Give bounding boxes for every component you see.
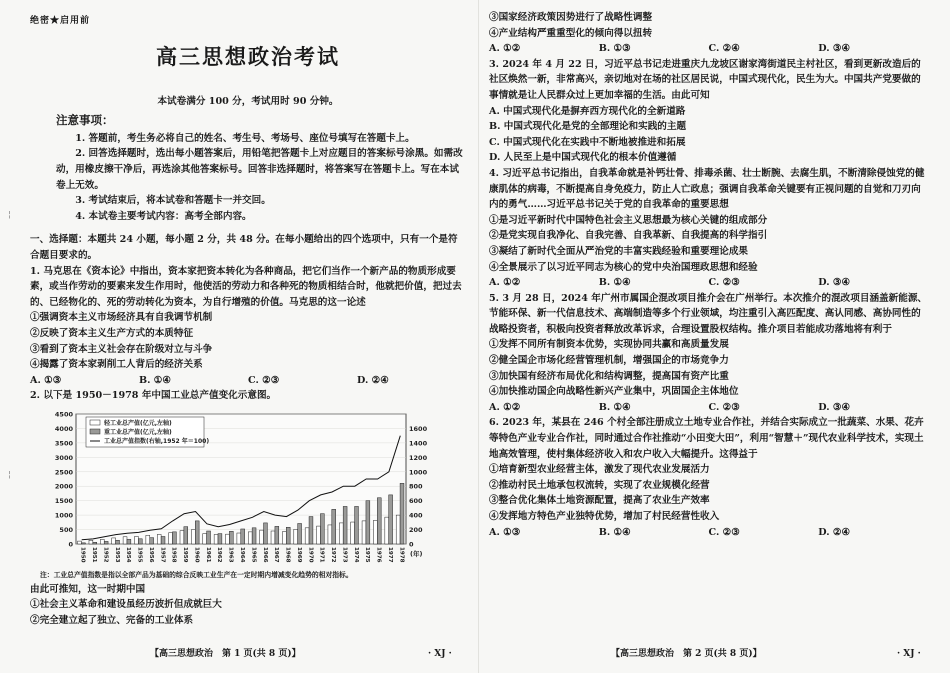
choice-c: C. ②③ — [248, 374, 280, 386]
legend-label: 重工业总产值(亿元,左轴) — [104, 428, 172, 436]
q6-option: ②推动村民土地承包权流转，实现了农业规模化经营 — [489, 479, 710, 491]
q1-option: ①强调资本主义市场经济具有自我调节机制 — [30, 312, 213, 324]
q2-option: ②完全建立起了独立、完备的工业体系 — [30, 615, 194, 627]
q5-answer-choices — [489, 400, 928, 416]
right-tick-label: 600 — [409, 497, 423, 506]
x-tick-label: 1977 — [386, 546, 393, 563]
left-tick-label: 4000 — [54, 424, 73, 433]
notice-item: 3. 考试结束后，将本试卷和答题卡一并交回。 — [75, 195, 271, 207]
binding-mark: ¦ — [8, 470, 11, 479]
x-tick-label: 1975 — [364, 546, 371, 563]
q3-option: D. 人民至上是中国式现代化的根本价值遵循 — [489, 152, 677, 164]
light-industry-bar — [396, 515, 400, 544]
x-tick-label: 1966 — [261, 546, 268, 563]
light-industry-bar — [78, 541, 82, 544]
question-4-stem: 4. 习近平总书记指出，自我革命就是补钙壮骨、排毒杀菌、壮士断腕、去腐生肌，不断清除侵蚀党的健康肌体的病毒，不断提高自身免疫力，防止人亡政息；强调自我革命关键要有正视问题的自觉和刀刃向内的勇气……习近平总书记关于党的自我革命的重要思想 — [489, 167, 925, 211]
right-tick-label: 0 — [409, 540, 414, 549]
q4-option: ①是习近平新时代中国特色社会主义思想最为核心关键的组成部分 — [489, 214, 768, 226]
light-industry-bar — [271, 531, 275, 544]
heavy-industry-bar — [116, 540, 120, 544]
q4-option: ④全景展示了以习近平同志为核心的党中央治国理政思想和经验 — [489, 261, 758, 273]
light-industry-bar — [203, 533, 207, 543]
heavy-industry-bar — [104, 541, 108, 544]
left-tick-label: 3500 — [54, 439, 73, 448]
choice-a: A. ①② — [489, 401, 521, 413]
x-tick-label: 1974 — [352, 546, 359, 563]
choice-a: A. ①③ — [30, 374, 62, 386]
choice-c: C. ②④ — [708, 43, 740, 55]
heavy-industry-bar — [298, 523, 302, 544]
right-tick-label: 1000 — [409, 468, 428, 477]
left-tick-label: 3000 — [54, 453, 73, 462]
x-tick-label: 1971 — [318, 546, 325, 563]
q5-option: ③加快国有经济布局优化和结构调整，提高国有资产比重 — [489, 370, 729, 382]
x-tick-label: 1963 — [227, 546, 234, 563]
legend-label: 工业总产值指数(右轴,1952 年＝100) — [104, 437, 210, 445]
left-tick-label: 4500 — [54, 410, 73, 419]
light-industry-bar — [169, 533, 173, 544]
x-tick-label: 1954 — [125, 546, 132, 563]
page-2 — [478, 0, 950, 673]
x-tick-label: 1959 — [182, 546, 189, 563]
q4-option: ③凝结了新时代全面从严治党的丰富实践经验和重要理论成果 — [489, 245, 749, 257]
q1-option: ②反映了资本主义生产方式的本质特征 — [30, 327, 194, 339]
light-industry-bar — [226, 534, 230, 544]
light-industry-bar — [294, 529, 298, 544]
q2-after: 由此可推知，这一时期中国 — [30, 583, 146, 595]
legend-swatch-heavy — [90, 429, 100, 434]
q1-option: ③看到了资本主义社会存在阶级对立与斗争 — [30, 343, 213, 355]
heavy-industry-bar — [241, 529, 245, 544]
x-tick-label: 1951 — [91, 546, 98, 563]
heavy-industry-bar — [207, 531, 211, 544]
heavy-industry-bar — [93, 542, 97, 544]
industry-output-chart — [30, 408, 466, 568]
choice-d: D. ②④ — [357, 374, 389, 386]
light-industry-bar — [112, 538, 116, 544]
right-tick-label: 200 — [409, 525, 423, 534]
light-industry-bar — [339, 523, 343, 544]
heavy-industry-bar — [138, 539, 142, 544]
heavy-industry-bar — [81, 543, 85, 544]
q6-option: ④发挥地方特色产业独特优势，增加了村民经营性收入 — [489, 511, 720, 522]
heavy-industry-bar — [309, 516, 313, 543]
left-tick-label: 500 — [59, 525, 73, 534]
question-6-stem: 6. 2023 年，某县在 246 个村全部注册成立土地专业合作社，并结合实际成立一批蔬菜、水果、花卉等特色产业专业合作社，同时通过合作社推动“小田变大田”，利用“智慧＋”现代农业科学技术，实现土地高效管理，使村集体经济收入和农户收入大幅提升。这得益于 — [489, 417, 924, 460]
choice-b: B. ①④ — [598, 526, 631, 538]
q2-option: ③国家经济政策因势进行了战略性调整 — [489, 12, 653, 23]
x-tick-label: 1976 — [375, 546, 382, 563]
heavy-industry-bar — [355, 506, 359, 544]
q5-option: ①发挥不同所有制资本优势，实现协同共赢和高质量发展 — [489, 339, 729, 351]
x-tick-label: 1978 — [398, 546, 405, 563]
page-footer-mark: · XJ · — [428, 649, 452, 659]
x-tick-label: 1967 — [273, 546, 280, 563]
left-tick-label: 2500 — [54, 468, 73, 477]
left-tick-label: 2000 — [54, 482, 73, 491]
light-industry-bar — [214, 534, 218, 544]
x-tick-label: 1952 — [102, 546, 109, 563]
heavy-industry-bar — [264, 523, 268, 544]
x-tick-label: 1953 — [113, 546, 120, 563]
choice-c: C. ②③ — [708, 401, 740, 413]
x-tick-label: 1957 — [159, 546, 166, 563]
heavy-industry-bar — [343, 506, 347, 544]
light-industry-bar — [317, 526, 321, 544]
right-tick-label: 800 — [409, 482, 423, 491]
choice-d: D. ③④ — [818, 43, 851, 55]
choice-a: A. ①② — [489, 43, 521, 55]
light-industry-bar — [305, 528, 309, 544]
heavy-industry-bar — [150, 538, 154, 544]
light-industry-bar — [260, 530, 264, 544]
choice-b: B. ①④ — [598, 277, 631, 289]
heavy-industry-bar — [229, 531, 233, 544]
light-industry-bar — [146, 535, 150, 544]
exam-info: 本试卷满分 100 分，考试用时 90 分钟。 — [157, 95, 339, 107]
heavy-industry-bar — [400, 483, 404, 544]
notice-item: 4. 本试卷主要考试内容：高考全部内容。 — [75, 210, 252, 222]
q1-option: ④揭露了资本家剥削工人背后的经济关系 — [30, 359, 203, 371]
choice-c: C. ②③ — [708, 277, 740, 289]
x-tick-label: 1970 — [307, 546, 314, 563]
light-industry-bar — [123, 537, 127, 544]
light-industry-bar — [282, 531, 286, 543]
page-title: 高三思想政治考试 — [156, 43, 340, 69]
x-tick-label: 1955 — [136, 546, 143, 563]
x-tick-label: 1961 — [204, 546, 211, 563]
q6-option: ③整合优化集体土地资源配置，提高了农业生产效率 — [489, 495, 710, 507]
x-tick-label: 1962 — [216, 546, 223, 563]
choice-b: B. ①③ — [598, 43, 631, 55]
light-industry-bar — [157, 534, 161, 544]
q3-option: A. 中国式现代化是摒弃西方现代化的全新道路 — [489, 105, 686, 117]
q5-option: ④加快推动国企向战略性新兴产业集中，巩固国企主体地位 — [489, 386, 739, 398]
q2-answer-choices — [489, 41, 928, 57]
secret-label: 绝密★启用前 — [30, 16, 91, 26]
question-1-stem: 1. 马克思在《资本论》中指出，资本家把资本转化为各种商品，把它们当作一个新产品的物质形成要素，或当作劳动的要素来发生作用时，他使活的劳动力和各种死的物质相结合时，他就把价值，把过去的、已经物化的、死的劳动转化为资本，为自行增殖的价值。马克思的这一论述 — [30, 265, 462, 308]
heavy-industry-bar — [332, 509, 336, 544]
q4-option: ②是党实现自我净化、自我完善、自我革新、自我提高的科学指引 — [489, 230, 768, 242]
left-tick-label: 0 — [68, 540, 73, 549]
heavy-industry-bar — [127, 539, 131, 544]
right-tick-label: 1200 — [409, 453, 428, 462]
light-industry-bar — [191, 529, 195, 543]
light-industry-bar — [100, 539, 104, 544]
binding-mark: ¦ — [8, 210, 11, 219]
x-tick-label: 1965 — [250, 546, 257, 563]
choice-d: D. ③④ — [818, 277, 851, 289]
choice-d: D. ②④ — [818, 526, 851, 538]
heavy-industry-bar — [389, 495, 393, 544]
q5-option: ②健全国企市场化经营管理机制，增强国企的市场竞争力 — [489, 355, 729, 367]
light-industry-bar — [134, 536, 138, 544]
question-2-stem: 2. 以下是 1950－1978 年中国工业总产值变化示意图。 — [30, 390, 277, 402]
choice-d: D. ③④ — [818, 401, 851, 413]
q1-answer-choices — [30, 373, 466, 389]
heavy-industry-bar — [286, 527, 290, 544]
light-industry-bar — [351, 522, 355, 544]
choice-b: B. ①④ — [139, 374, 171, 386]
page-footer: 【高三思想政治 第 2 页(共 8 页)】 — [611, 649, 762, 659]
heavy-industry-bar — [252, 528, 256, 544]
heavy-industry-bar — [172, 532, 176, 544]
x-tick-label: 1968 — [284, 546, 291, 563]
choice-c: C. ②③ — [708, 526, 740, 538]
choice-a: A. ①② — [489, 277, 521, 289]
notice-item: 1. 答题前，考生务必将自己的姓名、考生号、考场号、座位号填写在答题卡上。 — [75, 132, 415, 144]
q6-option: ①培育新型农业经营主体，激发了现代农业发展活力 — [489, 464, 710, 476]
x-tick-label: 1973 — [341, 546, 348, 563]
q3-option: B. 中国式现代化是党的全部理论和实践的主题 — [489, 121, 687, 133]
x-tick-label: 1972 — [330, 546, 337, 563]
x-tick-label: 1958 — [170, 546, 177, 563]
right-tick-label: 1600 — [409, 424, 428, 433]
light-industry-bar — [248, 532, 252, 544]
light-industry-bar — [385, 517, 389, 544]
light-industry-bar — [89, 540, 93, 544]
q3-option: C. 中国式现代化在实践中不断地被推进和拓展 — [489, 136, 686, 148]
light-industry-bar — [237, 533, 241, 544]
heavy-industry-bar — [320, 514, 324, 544]
right-tick-label: 400 — [409, 511, 423, 520]
x-tick-label: 1960 — [193, 546, 200, 563]
x-tick-label: 1956 — [147, 546, 154, 563]
left-tick-label: 1000 — [54, 511, 73, 520]
heavy-industry-bar — [377, 498, 381, 544]
q2-option: ④产业结构严重重型化的倾向得以扭转 — [489, 27, 653, 39]
notice-heading: 注意事项： — [56, 113, 114, 128]
x-tick-label: 1964 — [239, 546, 245, 563]
page-footer-mark: · XJ · — [897, 649, 921, 659]
question-3-stem: 3. 2024 年 4 月 22 日，习近平总书记走进重庆九龙坡区谢家湾街道民主村社区，看到更新改造后的社区焕然一新，非常高兴，亲切地对在场的社区居民说，中国式现代化，民生为大。中国共产党要做的事情就是让人民群众过上更加幸福的生活。由此可知 — [489, 58, 921, 101]
heavy-industry-bar — [161, 536, 165, 544]
choice-a: A. ①③ — [489, 526, 521, 538]
chart-note: 注：工业总产值指数是指以全部产品为基础的综合反映工业生产在一定时期内增减变化趋势的相对指标。 — [40, 570, 353, 579]
x-axis-label: (年) — [410, 549, 423, 558]
q2-option: ①社会主义革命和建设虽经历波折但成就巨大 — [30, 599, 222, 611]
x-tick-label: 1969 — [295, 546, 302, 563]
heavy-industry-bar — [184, 527, 188, 544]
choice-b: B. ①④ — [598, 401, 631, 413]
heavy-industry-bar — [366, 501, 370, 544]
notice-item: 2. 回答选择题时，选出每小题答案后，用铅笔把答题卡上对应题目的答案标号涂黑。如需改动，用橡皮擦干净后，再选涂其他答案标号。回答非选择题时，将答案写在答题卡上。写在本试卷上无效。 — [56, 148, 463, 191]
right-tick-label: 1400 — [409, 439, 428, 448]
light-industry-bar — [373, 520, 377, 544]
light-industry-bar — [180, 531, 184, 544]
chart-svg — [36, 408, 436, 568]
light-industry-bar — [362, 521, 366, 544]
question-5-stem: 5. 3 月 28 日，2024 年广州市属国企混改项目推介会在广州举行。本次推介的混改项目涵盖新能源、节能环保、新一代信息技术、高端制造等多个行业领域，均注重引入高匹配度、高认同感、高协同性的战略投资者，积极向投资者释放改革诉求，合理设置股权结构。推介项目若能成功落地将有利于 — [489, 292, 928, 335]
page-footer: 【高三思想政治 第 1 页(共 8 页)】 — [150, 649, 301, 659]
legend-label: 轻工业总产值(亿元,左轴) — [104, 419, 172, 427]
q6-answer-choices — [489, 525, 928, 541]
x-tick-label: 1950 — [79, 546, 86, 563]
light-industry-bar — [328, 525, 332, 544]
legend-swatch-light — [90, 420, 100, 425]
heavy-industry-bar — [275, 526, 279, 544]
left-tick-label: 1500 — [54, 497, 73, 506]
heavy-industry-bar — [195, 521, 199, 544]
heavy-industry-bar — [218, 533, 222, 543]
section-heading: 一、选择题：本题共 24 小题，每小题 2 分，共 48 分。在每小题给出的四个选项中，只有一个是符合题目要求的。 — [30, 234, 458, 261]
q4-answer-choices — [489, 275, 928, 291]
